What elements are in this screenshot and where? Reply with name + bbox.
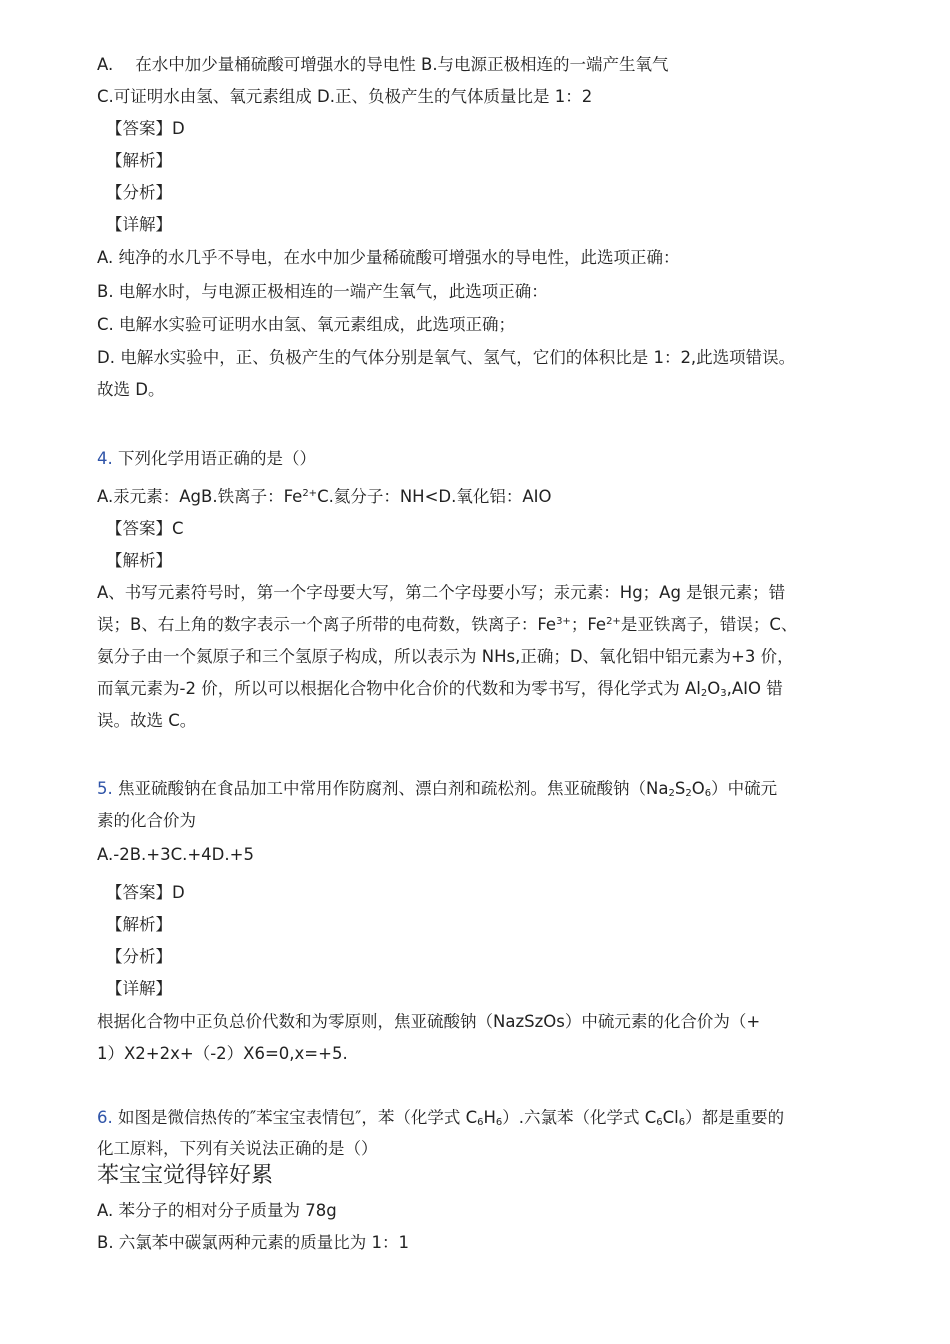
q5-jiexi-heading: 【解析】 (106, 915, 172, 934)
q4-options-text-a: A.汞元素：AgB.铁离子：Fe (97, 487, 303, 506)
q4-explain-2-sup1: 3+ (556, 616, 571, 627)
q5-stem-sub1: 2 (668, 788, 675, 799)
q6-stem-sub4: 6 (678, 1117, 686, 1128)
q4-answer: 【答案】C (106, 519, 184, 538)
q6-image-caption: 苯宝宝觉得锌好累 (97, 1163, 274, 1188)
q6-stem-1b: H (483, 1108, 496, 1127)
q6-stem-sub2: 6 (495, 1117, 503, 1128)
q4-options (97, 485, 552, 509)
q6-option-b: B. 六氯苯中碳氯两种元素的质量比为 1：1 (97, 1233, 410, 1252)
q6-stem-1e: ）都是重要的 (685, 1108, 785, 1127)
q6-option-a: A. 苯分子的相对分子质量为 78g (97, 1201, 337, 1220)
q4-explain-4-sub2: 3 (720, 688, 727, 699)
q5-xiangjie-heading: 【详解】 (106, 979, 172, 998)
q6-stem-1c: ）.六氯苯（化学式 C (502, 1108, 657, 1127)
q4-number: 4. (97, 449, 113, 468)
q5-detail-line-2: 1）X2+2x+（-2）X6=0,x=+5. (97, 1044, 348, 1063)
q4-explain-2b: ；Fe (570, 615, 607, 634)
q4-explain-line-5: 误。故选 C。 (97, 711, 197, 730)
q6-number: 6. (97, 1108, 113, 1127)
q4-explain-line-1: A、书写元素符号时，第一个字母要大写，第二个字母要小写；汞元素：Hg；Ag 是银元素；错 (97, 583, 786, 602)
q3-detail-d: D. 电解水实验中，正、负极产生的气体分别是氧气、氢气，它们的体积比是 1：2,此选项错误。 (97, 348, 796, 367)
q4-explain-2a: 误；B、右上角的数字表示一个离子所带的电荷数，铁离子：Fe (97, 615, 557, 634)
q5-answer: 【答案】D (106, 883, 185, 902)
q5-stem-1a: 焦亚硫酸钠在食品加工中常用作防腐剂、漂白剂和疏松剂。焦亚硫酸钠（Na (118, 779, 669, 798)
q5-stem-1c: O (691, 779, 705, 798)
q5-stem-sub2: 2 (685, 788, 692, 799)
q3-option-a-letter: A. (97, 55, 114, 74)
q4-explain-4a: 而氧元素为-2 价，所以可以根据化合物中化合价的代数和为零书写，得化学式为 Al (97, 679, 701, 698)
q5-number: 5. (97, 779, 113, 798)
q6-stem-line-2: 化工原料，下列有关说法正确的是（） (97, 1139, 378, 1158)
q4-options-sup: 2+ (302, 488, 318, 499)
q5-stem-line-1 (97, 777, 777, 801)
q5-stem-line-2: 素的化合价为 (97, 811, 196, 830)
q5-fenxi-heading: 【分析】 (106, 947, 172, 966)
q4-explain-4-sub1: 2 (700, 688, 708, 699)
q6-stem-line-1 (97, 1106, 784, 1130)
q4-explain-4c: ,AIO 错 (726, 679, 783, 698)
q3-jiexi-heading: 【解析】 (106, 151, 172, 170)
q5-stem-sub3: 6 (704, 788, 712, 799)
q4-explain-line-2 (97, 613, 797, 637)
q3-fenxi-heading: 【分析】 (106, 183, 172, 202)
q4-options-text-b: C.氦分子：NH<D.氧化铝：AIO (317, 487, 552, 506)
q3-option-line-2: C.可证明水由氢、氧元素组成 D.正、负极产生的气体质量比是 1：2 (97, 87, 593, 106)
q6-stem-sub1: 6 (477, 1117, 484, 1128)
q4-jiexi-heading: 【解析】 (106, 551, 172, 570)
q3-option-a-b-text: 在水中加少量桶硫酸可增强水的导电性 B.与电源正极相连的一端产生氧气 (135, 55, 669, 74)
q4-stem-text: 下列化学用语正确的是（） (118, 449, 316, 468)
q5-options: A.-2B.+3C.+4D.+5 (97, 845, 254, 864)
q6-stem-1d: Cl (662, 1108, 679, 1127)
q5-stem-1d: ）中硫元 (711, 779, 778, 798)
q4-explain-line-4 (97, 677, 783, 701)
q4-explain-4b: O (707, 679, 721, 698)
q4-explain-line-3: 氨分子由一个氮原子和三个氢原子构成，所以表示为 NHs,正确；D、氧化铝中铝元素为+3 价， (97, 647, 794, 666)
q3-xiangjie-heading: 【详解】 (106, 215, 172, 234)
q4-explain-2-sup2: 2+ (606, 616, 621, 627)
q6-stem-sub3: 6 (656, 1117, 663, 1128)
q3-detail-b: B. 电解水时，与电源正极相连的一端产生氧气，此选项正确： (97, 282, 548, 301)
q5-stem-1b: S (674, 779, 686, 798)
q3-option-line-1 (97, 53, 669, 77)
q3-detail-a: A. 纯净的水几乎不导电，在水中加少量稀硫酸可增强水的导电性，此选项正确： (97, 248, 680, 267)
q3-detail-c: C. 电解水实验可证明水由氢、氧元素组成，此选项正确； (97, 315, 516, 334)
q4-explain-2c: 是亚铁离子，错误；C、 (620, 615, 798, 634)
q3-conclusion: 故选 D。 (97, 380, 165, 399)
q4-stem (97, 447, 316, 471)
q3-answer: 【答案】D (106, 119, 185, 138)
q6-stem-1a: 如图是微信热传的″苯宝宝表情包″，苯（化学式 C (118, 1108, 478, 1127)
q5-detail-line-1: 根据化合物中正负总价代数和为零原则，焦亚硫酸钠（NazSzOs）中硫元素的化合价为（+ (97, 1012, 761, 1031)
